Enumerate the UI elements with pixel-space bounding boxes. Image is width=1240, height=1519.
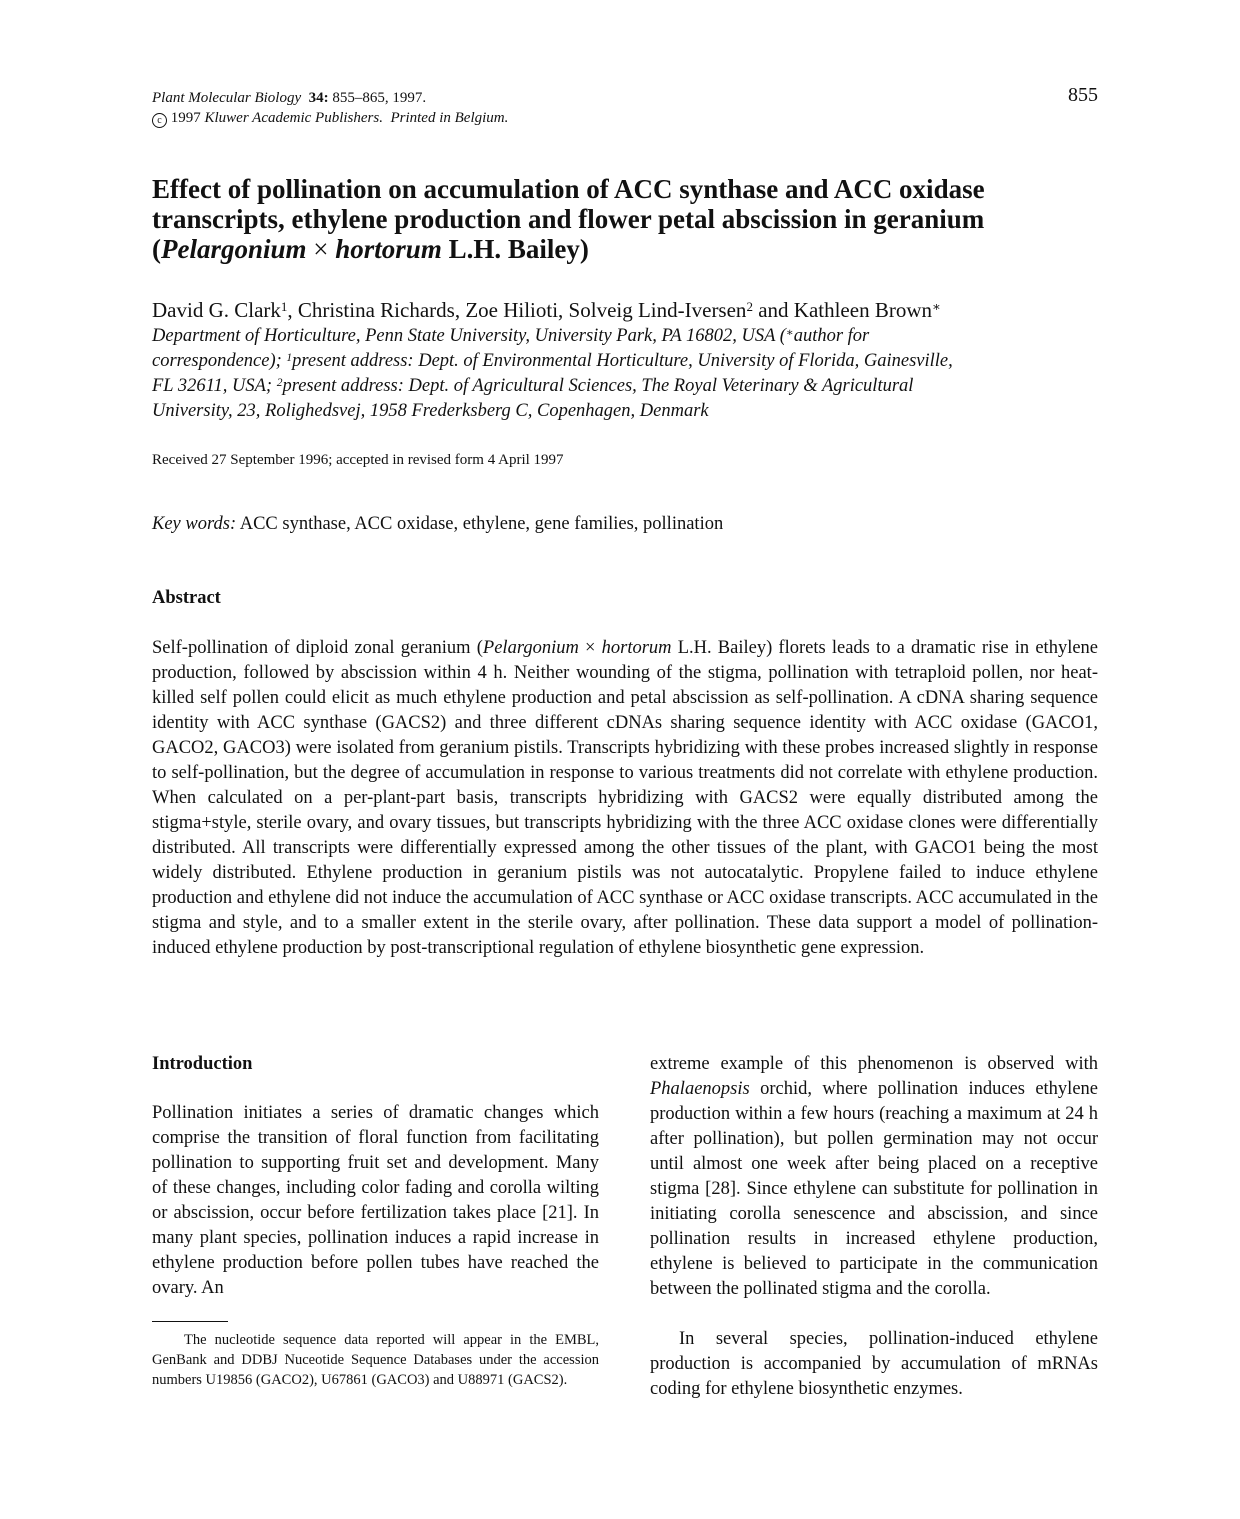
title-paren: ( — [152, 234, 161, 264]
affil-sup-1: 1 — [286, 351, 293, 364]
abstract-heading: Abstract — [152, 588, 221, 608]
intro-right-paragraph-1 — [650, 1052, 1098, 1302]
title-species: hortorum — [335, 234, 442, 264]
abstract-genus: Pelargonium — [482, 638, 579, 658]
title-line-2: transcripts, ethylene production and flower petal abscission in geranium — [152, 204, 985, 234]
author-2: , Christina Richards, Zoe Hilioti, Solveig Lind-Iversen — [287, 298, 747, 322]
affil-line-3-start: FL 32611, USA; — [152, 376, 277, 396]
abstract-times: × — [578, 638, 602, 658]
journal-pages-year: 855–865, 1997. — [332, 90, 427, 106]
copyright-year: 1997 — [170, 110, 201, 126]
affil-sup-2: 2 — [276, 376, 283, 389]
journal-name: Plant Molecular Biology — [152, 90, 302, 106]
page-number: 855 — [1068, 84, 1098, 106]
keywords — [152, 512, 723, 537]
keywords-text: ACC synthase, ACC oxidase, ethylene, gene families, pollination — [236, 514, 724, 534]
title-authority: L.H. Bailey) — [448, 234, 589, 264]
intro-right-p1-genus: Phalaenopsis — [650, 1079, 750, 1099]
affil-star: ∗ — [785, 326, 794, 339]
affil-line-1: Department of Horticulture, Penn State University, University Park, PA 16802, USA ( — [152, 326, 786, 346]
title-times: × — [313, 234, 329, 264]
journal-volume: 34: — [308, 90, 329, 106]
affil-line-2-start: correspondence); — [152, 351, 287, 371]
copyright-line — [152, 108, 508, 128]
abstract-part-1: Self-pollination of diploid zonal geranium ( — [152, 638, 483, 658]
footnote: The nucleotide sequence data reported will appear in the EMBL, GenBank and DDBJ Nuceotide Sequence Databases under the accession numbers U19856 (GACO2), U67861 (GACO3) and U88971 (GACS2). — [152, 1332, 599, 1388]
author-1: David G. Clark — [152, 298, 281, 322]
keywords-label: Key words: — [152, 514, 237, 534]
abstract-species: hortorum — [601, 638, 672, 658]
affil-line-4: University, 23, Rolighedsvej, 1958 Frederksberg C, Copenhagen, Denmark — [152, 401, 709, 421]
copyright-icon: c — [152, 113, 167, 128]
paper-title — [152, 174, 1102, 264]
author-2-sup: 2 — [746, 299, 753, 315]
author-3: and Kathleen Brown — [752, 298, 932, 322]
citation-line — [152, 88, 508, 108]
title-line-1: Effect of pollination on accumulation of ACC synthase and ACC oxidase — [152, 174, 985, 204]
publisher: Kluwer Academic Publishers. — [204, 110, 383, 126]
intro-right-paragraph-2: In several species, pollination-induced ethylene production is accompanied by accumulation of mRNAs coding for ethylene biosynthetic enzymes. — [650, 1329, 1098, 1399]
affil-line-3-rest: present address: Dept. of Agricultural Sciences, The Royal Veterinary & Agricultural — [282, 376, 914, 396]
intro-right-p1-start: extreme example of this phenomenon is observed with — [650, 1054, 1098, 1074]
intro-left-column: Pollination initiates a series of dramatic changes which comprise the transition of floral function from facilitating pollination to supporting fruit set and development. Many of these changes, including color fading and corolla wilting or abscission, occur before fertilization takes place [21]. In many plant species, pollination induces a rapid increase in ethylene production before pollen tubes have reached the ovary. An — [152, 1103, 599, 1298]
abstract-part-2: L.H. Bailey) florets leads to a dramatic rise in ethylene production, followed by abscission within 4 h. Neither wounding of the stigma, pollination with tetraploid pollen, nor heat-killed self pollen could elicit as much ethylene production and petal abscission as self-pollination. A cDNA sharing sequence identity with ACC synthase (GACS2) and three different cDNAs sharing sequence identity with ACC oxidase (GACO1, GACO2, GACO3) were isolated from geranium pistils. Transcripts hybridizing with these probes increased slightly in response to self-pollination, but the degree of accumulation in response to various treatments did not correlate with ethylene production. When calculated on a per-plant-part basis, transcripts hybridizing with GACS2 were equally distributed among the stigma+style, sterile ovary, and ovary tissues, but transcripts hybridizing with the three ACC oxidase clones were differentially distributed. All transcripts were differentially expressed among the other tissues of the plant, with GACO1 being the most widely distributed. Ethylene production in geranium pistils was not autocatalytic. Propylene failed to induce ethylene production and ethylene did not induce the accumulation of ACC synthase or ACC oxidase transcripts. ACC accumulated in the stigma and style, and to a smaller extent in the sterile ovary, after pollination. These data support a model of pollination-induced ethylene production by post-transcriptional regulation of ethylene biosynthetic gene expression. — [152, 638, 1099, 958]
affil-line-1-end: author for — [793, 326, 870, 346]
title-genus: Pelargonium — [161, 234, 307, 264]
intro-right-p1-rest: orchid, where pollination induces ethylene production within a few hours (reaching a maximum at 24 h after pollination), but pollen germination may not occur until almost one week after being placed on a receptive stigma [28]. Since ethylene can substitute for pollination in initiating corolla senescence and abscission, and since pollination results in increased ethylene production, ethylene is believed to participate in the communication between the pollinated stigma and the corolla. — [650, 1079, 1098, 1299]
footnote-rule — [152, 1321, 228, 1322]
affiliations — [152, 324, 1102, 424]
author-3-sup: ∗ — [932, 299, 941, 315]
received-dates: Received 27 September 1996; accepted in revised form 4 April 1997 — [152, 452, 564, 468]
introduction-heading: Introduction — [152, 1054, 253, 1074]
abstract-text — [152, 636, 1098, 961]
affil-line-2-rest: present address: Dept. of Environmental Horticulture, University of Florida, Gainesville, — [292, 351, 953, 371]
author-1-sup: 1 — [280, 299, 288, 315]
journal-header — [152, 88, 508, 128]
printed-in: Printed in Belgium. — [390, 110, 509, 126]
author-list — [152, 296, 1102, 324]
